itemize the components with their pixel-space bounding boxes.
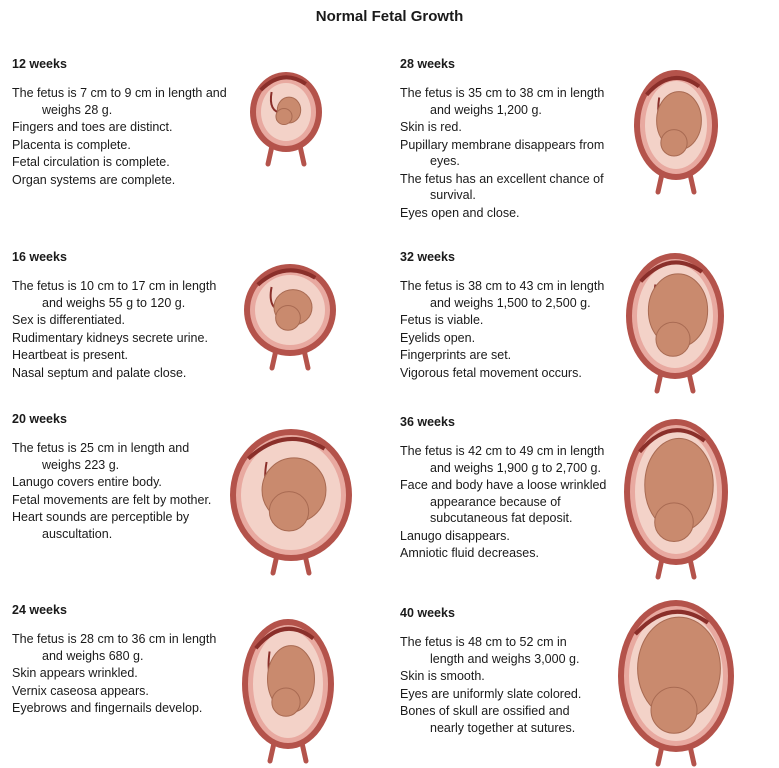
stage-heading: 24 weeks (12, 603, 67, 617)
stage-16-weeks (12, 250, 237, 382)
stage-fact: Skin is red. (400, 120, 462, 134)
stage-fact: Vigorous fetal movement occurs. (400, 365, 582, 380)
fetus-head-shape (276, 108, 292, 124)
stage-fact: Fetus is viable. (400, 313, 484, 327)
stage-fact: The fetus is 10 cm to 17 cm in length and weighs 55 g to 120 g. (12, 279, 217, 310)
fetus-head-shape (661, 130, 687, 156)
fetus-head-shape (272, 688, 300, 716)
stage-fact: The fetus is 7 cm to 9 cm in length and weighs 28 g. (12, 86, 227, 117)
stage-heading: 16 weeks (12, 250, 67, 264)
stage-28-weeks (400, 57, 615, 222)
stage-fact: Eyes open and close. (400, 205, 520, 220)
fetus-head-shape (655, 503, 694, 542)
stage-fact: The fetus is 48 cm to 52 cm in length and weighs 3,000 g. (400, 635, 580, 666)
stage-fact: Eyes are uniformly slate colored. (400, 686, 582, 701)
stage-heading: 12 weeks (12, 57, 67, 71)
stage-fact: Skin appears wrinkled. (12, 666, 138, 680)
uterus-28-weeks-illustration (630, 64, 722, 194)
page-title: Normal Fetal Growth (315, 8, 464, 25)
stage-fact: Fingers and toes are distinct. (12, 120, 173, 134)
stage-fact: Rudimentary kidneys secrete urine. (12, 330, 208, 345)
stage-fact: Fetal movements are felt by mother. (12, 492, 212, 507)
stage-fact: Face and body have a loose wrinkled appearance because of subcutaneous fat deposit. (400, 478, 607, 525)
stage-fact: Lanugo covers entire body. (12, 475, 162, 489)
stage-heading: 36 weeks (400, 415, 455, 429)
stage-fact: The fetus is 25 cm in length and weighs 223 g. (12, 441, 190, 472)
fetus-head-shape (269, 492, 308, 531)
stage-fact: Vernix caseosa appears. (12, 683, 149, 698)
fetus-head-shape (656, 322, 690, 356)
stage-12-weeks (12, 57, 237, 189)
stage-fact: The fetus has an excellent chance of survival. (400, 171, 604, 202)
stage-fact: Fingerprints are set. (400, 348, 512, 362)
stage-fact: Nasal septum and palate close. (12, 365, 187, 380)
stage-fact: Organ systems are complete. (12, 172, 176, 187)
stage-fact: The fetus is 38 cm to 43 cm in length and weighs 1,500 to 2,500 g. (400, 279, 605, 310)
stage-36-weeks (400, 415, 615, 563)
stage-fact: Sex is differentiated. (12, 313, 126, 327)
stage-fact: The fetus is 35 cm to 38 cm in length and weighs 1,200 g. (400, 86, 605, 117)
fetus-head-shape (651, 687, 697, 733)
stage-fact: Skin is smooth. (400, 669, 485, 683)
uterus-32-weeks-illustration (622, 247, 728, 393)
stage-heading: 28 weeks (400, 57, 455, 71)
stage-fact: Placenta is complete. (12, 137, 131, 152)
stage-40-weeks (400, 606, 600, 737)
stage-fact: Heart sounds are perceptible by auscultation. (12, 510, 190, 541)
uterus-16-weeks-illustration (240, 258, 340, 370)
stage-fact: The fetus is 28 cm to 36 cm in length and weighs 680 g. (12, 632, 217, 663)
stage-fact: Eyebrows and fingernails develop. (12, 701, 203, 715)
uterus-40-weeks-illustration (614, 594, 738, 766)
uterus-20-weeks-illustration (226, 423, 356, 575)
stage-fact: Fetal circulation is complete. (12, 155, 170, 169)
stage-heading: 20 weeks (12, 412, 67, 426)
stage-heading: 40 weeks (400, 606, 455, 620)
stage-fact: Bones of skull are ossified and nearly together at sutures. (400, 704, 576, 735)
uterus-36-weeks-illustration (620, 413, 732, 579)
stage-fact: The fetus is 42 cm to 49 cm in length and weighs 1,900 g to 2,700 g. (400, 444, 605, 475)
stage-fact: Pupillary membrane disappears from eyes. (400, 137, 605, 168)
uterus-12-weeks-illustration (246, 66, 326, 166)
stage-20-weeks (12, 412, 212, 543)
stage-heading: 32 weeks (400, 250, 455, 264)
stage-24-weeks (12, 603, 217, 718)
fetus-head-shape (276, 306, 301, 331)
stage-fact: Lanugo disappears. (400, 528, 510, 543)
stage-fact: Amniotic fluid decreases. (400, 546, 539, 560)
stage-fact: Eyelids open. (400, 330, 476, 345)
uterus-24-weeks-illustration (238, 613, 338, 763)
stage-32-weeks (400, 250, 625, 382)
stage-fact: Heartbeat is present. (12, 348, 129, 362)
